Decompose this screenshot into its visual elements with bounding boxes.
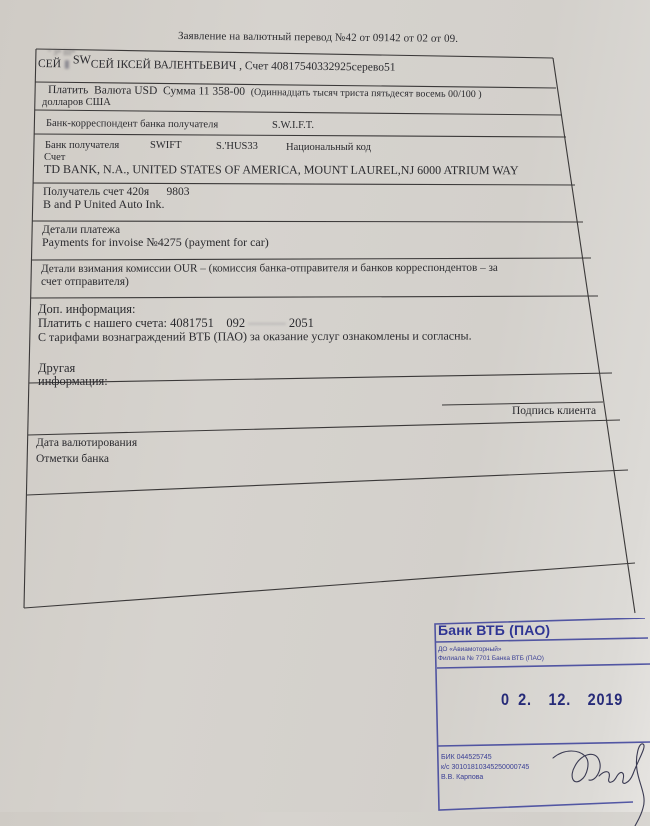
pay-label: Платить: [47, 84, 89, 97]
sender-name: СЕЙ ІКСЕЙ ВАЛЕНТЬЕВИЧ ,: [90, 58, 243, 73]
amount-in-words: (Одиннадцать тысяч триста пятьдесят восемь 00/100 ): [250, 86, 482, 101]
bank-marks-label: Отметки банка: [36, 453, 109, 465]
stamp-branch-line1: ДО «Авиамоторный»: [438, 646, 502, 653]
amount-value: 11 358-00: [198, 85, 246, 98]
handwritten-signature-icon: [551, 736, 650, 826]
commission-details-cont: счет отправителя): [41, 276, 129, 288]
beneficiary-bank-address: TD BANK, N.A., UNITED STATES OF AMERICA, MOUNT LAUREL,NJ 6000 ATRIUM WAY: [43, 162, 519, 178]
value-date-label: Дата валютирования: [36, 437, 138, 449]
stamp-bank-name: Банк ВТБ (ПАО): [438, 622, 551, 638]
amount-label: Сумма: [162, 85, 196, 98]
other-info-label-1: Другая: [38, 361, 76, 375]
pay-from-label: Платить с нашего счета:: [38, 316, 167, 330]
bank-stamp: [433, 618, 650, 818]
stamp-date: [501, 690, 623, 710]
pay-from-part1: 4081751: [170, 316, 214, 330]
sender-prefix: СЕЙ: [37, 58, 62, 71]
beneficiary-name: B and P United Auto Ink.: [43, 197, 165, 211]
other-info-label-2: информация:: [38, 374, 108, 388]
stamp-date-year: 2019: [587, 690, 624, 709]
payment-details-label: Детали платежа: [42, 224, 121, 236]
correspondent-bank-label: Банк-корреспондент банка получателя: [45, 118, 219, 131]
amount-in-words-cont: долларов США: [42, 97, 111, 108]
client-signature-label: Подпись клиента: [512, 405, 597, 417]
tariff-agreement: С тарифами вознаграждений ВТБ (ПАО) за оказание услуг ознакомлены и согласны.: [37, 328, 472, 344]
beneficiary-account-label: Счет: [44, 152, 66, 163]
stamp-officer-name: В.В. Карпова: [441, 774, 484, 781]
stamp-date-month: 12.: [548, 690, 572, 709]
stamp-date-day: 0 2.: [501, 690, 532, 709]
beneficiary-swift-code: S.'HUS33: [216, 141, 258, 152]
stamp-bik: БИК 044525745: [441, 754, 492, 761]
redacted-mark: ———: [245, 316, 289, 330]
additional-info-label: Доп. информация:: [38, 302, 136, 316]
sender-account: 40817540332925серево51: [271, 60, 396, 74]
sender-account-label: Счет: [244, 60, 269, 73]
correspondent-swift: S.W.I.F.T.: [272, 120, 315, 131]
pay-from-part3: 2051: [288, 316, 314, 330]
currency-value: USD: [134, 84, 158, 98]
beneficiary-bank-label: Банк получателя: [45, 140, 120, 151]
page-title: Заявление на валютный перевод №42 от 09142 от 02 от 09.: [177, 30, 459, 45]
beneficiary-swift-label: SWIFT: [150, 140, 182, 151]
commission-details: Детали взимания комиссии OUR – (комиссия банка-отправителя и банков корреспондентов – за: [40, 261, 498, 275]
beneficiary-label: Получатель счет: [43, 186, 124, 198]
sender-overlay: SW: [72, 52, 91, 67]
beneficiary-account-part1: 420я: [126, 186, 150, 198]
currency-label: Валюта: [94, 84, 132, 97]
redacted-mark: ▮: [63, 58, 70, 71]
handwritten-scribble: " 3* III*: [48, 48, 76, 57]
stamp-correspondent-account: к/с 30101810345250000745: [441, 764, 530, 771]
national-code-label: Национальный код: [286, 142, 371, 153]
beneficiary-account-part2: 9803: [166, 186, 190, 198]
stamp-branch-line2: Филиала № 7701 Банка ВТБ (ПАО): [438, 655, 544, 662]
pay-from-line: [38, 317, 314, 330]
pay-from-part2: 092: [226, 316, 246, 330]
payment-details-value: Payments for invoise №4275 (payment for car): [42, 235, 269, 249]
